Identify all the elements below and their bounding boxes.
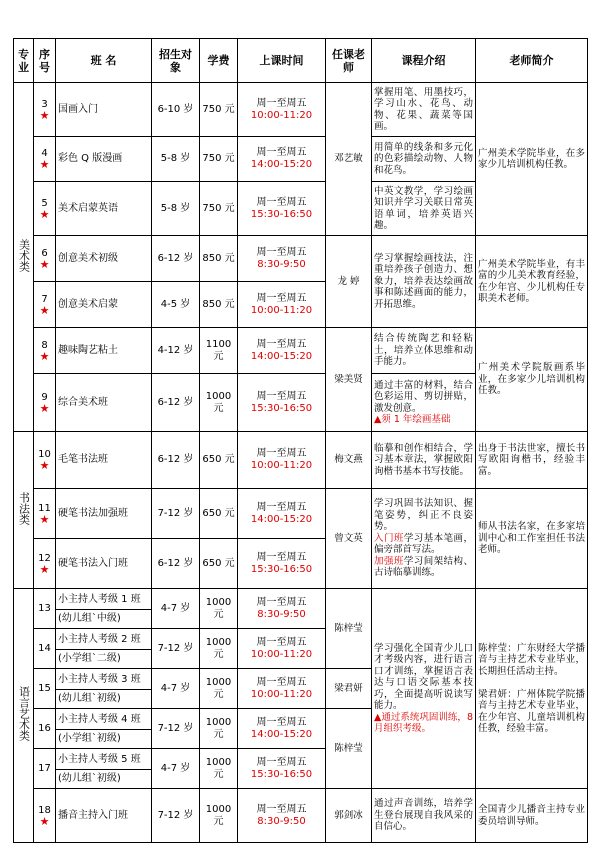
target-age: 6-12 岁 xyxy=(152,374,200,432)
class-time xyxy=(238,282,326,328)
class-name xyxy=(56,589,152,629)
header-row xyxy=(14,39,588,83)
class-time xyxy=(238,709,326,749)
fee: 1000 元 xyxy=(200,749,238,789)
teacher-name: 曾文英 xyxy=(326,489,372,589)
seq-cell xyxy=(34,489,56,539)
teacher-name: 陈梓莹 xyxy=(326,709,372,789)
seq-number: 4 xyxy=(41,148,48,159)
class-hours: 10:00-11:20 xyxy=(250,688,313,700)
major-label: 语言艺术类 xyxy=(17,686,31,741)
class-name-main: 小主持人考级 2 班 xyxy=(56,632,151,650)
fee: 850 元 xyxy=(200,282,238,328)
target-age: 7-12 岁 xyxy=(152,629,200,669)
course-label-basic: 入门班 xyxy=(374,532,404,544)
star-icon: ★ xyxy=(39,158,50,171)
class-time xyxy=(238,629,326,669)
teacher-name: 郭剑冰 xyxy=(326,789,372,843)
class-days: 周一至周五 xyxy=(256,246,307,258)
star-icon: ★ xyxy=(39,303,50,317)
star-icon: ★ xyxy=(39,562,50,576)
class-hours: 8:30-9:50 xyxy=(257,815,306,827)
seq-number: 9 xyxy=(41,391,48,403)
target-age: 4-7 岁 xyxy=(152,669,200,709)
header-seq: 序号 xyxy=(34,39,56,83)
class-days: 周一至周五 xyxy=(256,147,307,158)
course-note: ▲通过系统巩固训练，8 月组织考级。 xyxy=(374,711,473,734)
seq-cell xyxy=(34,328,56,374)
seq-number: 17 xyxy=(38,763,51,774)
seq-number: 3 xyxy=(41,98,48,110)
class-time xyxy=(238,539,326,589)
table-row xyxy=(14,789,588,843)
teacher-name: 邓艺敏 xyxy=(326,83,372,236)
fee: 1000 元 xyxy=(200,789,238,843)
star-icon: ★ xyxy=(39,349,50,363)
star-icon: ★ xyxy=(39,257,50,271)
seq-cell xyxy=(34,236,56,282)
class-hours: 15:30-16:50 xyxy=(250,768,313,780)
seq-number: 6 xyxy=(41,247,48,259)
table-row xyxy=(14,589,588,629)
class-days: 周一至周五 xyxy=(256,196,307,208)
course-intro-advanced: 学习间架结构、古诗临摹训练。 xyxy=(374,555,473,579)
class-name: 趣味陶艺粘土 xyxy=(56,328,152,374)
fee: 850 元 xyxy=(200,236,238,282)
class-name-sub: (小学组`二级) xyxy=(58,653,121,664)
teacher-bio: 出身于书法世家，擅长书写欧阳询楷书，经验丰富。 xyxy=(476,432,588,489)
seq-cell xyxy=(34,137,56,182)
fee: 1100 元 xyxy=(200,328,238,374)
table-row xyxy=(14,432,588,489)
class-name-main: 小主持人考级 5 班 xyxy=(56,752,151,770)
course-intro xyxy=(372,489,476,589)
fee: 750 元 xyxy=(200,137,238,182)
class-days: 周一至周五 xyxy=(256,501,307,513)
target-age: 5-8 岁 xyxy=(152,182,200,236)
class-hours: 15:30-16:50 xyxy=(250,208,313,220)
class-name: 美术启蒙英语 xyxy=(56,182,152,236)
course-intro-text: 学习巩固书法知识、握笔姿势，纠正不良姿势。 xyxy=(374,498,473,533)
target-age: 7-12 岁 xyxy=(152,789,200,843)
star-icon: ★ xyxy=(39,814,50,828)
class-days: 周一至周五 xyxy=(256,596,307,608)
table-row xyxy=(14,236,588,282)
course-intro: 学习掌握绘画技法，注重培养孩子创造力、想象力，培养表达绘画故事和陈述画面的能力，开拓思维。 xyxy=(372,236,476,328)
teacher-bio xyxy=(476,589,588,789)
star-icon: ★ xyxy=(39,401,50,415)
class-time xyxy=(238,589,326,629)
seq-cell xyxy=(34,374,56,432)
target-age: 6-10 岁 xyxy=(152,83,200,137)
course-intro xyxy=(372,374,476,432)
table-row xyxy=(14,328,588,374)
star-icon: ★ xyxy=(39,108,50,122)
target-age: 4-7 岁 xyxy=(152,589,200,629)
teacher-name: 梁美贤 xyxy=(326,328,372,432)
seq-cell xyxy=(34,589,56,629)
class-name xyxy=(56,709,152,749)
course-label-advanced: 加强班 xyxy=(374,555,404,567)
class-time xyxy=(238,374,326,432)
class-hours: 10:00-11:20 xyxy=(250,460,313,471)
class-name: 创意美术启蒙 xyxy=(56,282,152,328)
fee: 750 元 xyxy=(200,83,238,137)
seq-cell xyxy=(34,749,56,789)
class-name-sub: (幼儿组`初级) xyxy=(58,693,121,704)
class-name-sub: (小学组`初级) xyxy=(58,733,121,744)
class-name xyxy=(56,669,152,709)
fee: 650 元 xyxy=(200,539,238,589)
class-name-main: 小主持人考级 4 班 xyxy=(56,712,151,730)
teacher-name: 陈梓莹 xyxy=(326,589,372,669)
major-label: 美术类 xyxy=(17,238,31,272)
target-age: 7-12 岁 xyxy=(152,709,200,749)
course-intro: 掌握用笔、用墨技巧，学习山水、花鸟、动物、花果、蔬菜等国画。 xyxy=(372,83,476,137)
class-hours: 8:30-9:50 xyxy=(257,258,306,270)
class-days: 周一至周五 xyxy=(256,756,307,768)
seq-cell xyxy=(34,83,56,137)
teacher-name: 梁君妍 xyxy=(326,669,372,709)
class-hours: 15:30-16:50 xyxy=(250,402,313,414)
class-time xyxy=(238,137,326,182)
header-major: 专业 xyxy=(14,39,34,83)
seq-number: 16 xyxy=(38,723,51,734)
class-hours: 14:00-15:20 xyxy=(250,350,313,362)
star-icon: ★ xyxy=(39,459,50,472)
class-hours: 10:00-11:20 xyxy=(250,304,313,316)
teacher-name: 梅文燕 xyxy=(326,432,372,489)
teacher-bio: 全国青少儿播音主持专业委员培训导师。 xyxy=(476,789,588,843)
header-intro: 课程介绍 xyxy=(372,39,476,83)
class-hours: 8:30-9:50 xyxy=(257,608,306,620)
major-calligraphy xyxy=(14,432,34,589)
fee: 1000 元 xyxy=(200,374,238,432)
class-time xyxy=(238,432,326,489)
seq-number: 15 xyxy=(38,683,51,694)
class-time xyxy=(238,749,326,789)
seq-cell xyxy=(34,789,56,843)
fee: 1000 元 xyxy=(200,669,238,709)
class-time xyxy=(238,328,326,374)
seq-number: 13 xyxy=(38,603,51,614)
target-age: 4-12 岁 xyxy=(152,328,200,374)
target-age: 6-12 岁 xyxy=(152,236,200,282)
course-intro-basic: 学习基本笔画，偏旁部首写法。 xyxy=(374,532,473,556)
course-intro-text: 通过丰富的材料，结合色彩运用、剪切拼贴，激发创意。 xyxy=(374,379,473,414)
class-name-sub: (幼儿组`初级) xyxy=(58,773,121,784)
class-days: 周一至周五 xyxy=(256,448,307,459)
target-age: 6-12 岁 xyxy=(152,432,200,489)
seq-cell xyxy=(34,282,56,328)
major-language xyxy=(14,589,34,843)
seq-number: 12 xyxy=(38,552,51,564)
fee: 650 元 xyxy=(200,432,238,489)
class-hours: 15:30-16:50 xyxy=(250,563,313,575)
table-row xyxy=(14,83,588,137)
header-time: 上课时间 xyxy=(238,39,326,83)
class-hours: 10:00-11:20 xyxy=(250,109,313,121)
class-time xyxy=(238,789,326,843)
header-target: 招生对象 xyxy=(152,39,200,83)
course-intro xyxy=(372,589,476,789)
class-time xyxy=(238,182,326,236)
class-days: 周一至周五 xyxy=(256,338,307,350)
target-age: 4-7 岁 xyxy=(152,749,200,789)
teacher-bio: 师从书法名家，在多家培训中心和工作室担任书法老师。 xyxy=(476,489,588,589)
header-class: 班 名 xyxy=(56,39,152,83)
teacher-bio-liang: 梁君妍：广州体院学院播音与主持艺术专业毕业，在少年宫、儿童培训机构任教，经验丰富。 xyxy=(478,688,585,734)
course-intro: 中英文教学，学习绘画知识并学习关联日常英语单词，培养英语兴趣。 xyxy=(372,182,476,236)
class-time xyxy=(238,669,326,709)
target-age: 5-8 岁 xyxy=(152,137,200,182)
class-days: 周一至周五 xyxy=(256,803,307,815)
seq-number: 5 xyxy=(41,197,48,209)
target-age: 6-12 岁 xyxy=(152,539,200,589)
seq-number: 7 xyxy=(41,293,48,305)
major-art xyxy=(14,83,34,432)
class-hours: 14:00-15:20 xyxy=(250,728,313,740)
major-label: 书法类 xyxy=(17,491,31,525)
class-name: 综合美术班 xyxy=(56,374,152,432)
class-name xyxy=(56,629,152,669)
class-name: 创意美术初级 xyxy=(56,236,152,282)
class-hours: 14:00-15:20 xyxy=(250,513,313,525)
class-hours: 10:00-11:20 xyxy=(250,648,313,660)
class-days: 周一至周五 xyxy=(256,636,307,648)
class-name: 硬笔书法入门班 xyxy=(56,539,152,589)
target-age: 7-12 岁 xyxy=(152,489,200,539)
class-name-main: 小主持人考级 1 班 xyxy=(56,592,151,610)
header-fee: 学费 xyxy=(200,39,238,83)
course-intro-text: 学习强化全国青少儿口才考级内容，进行语言口才训练，掌握语言表达与口语交际基本技巧，全面提高听说读写能力。 xyxy=(374,642,473,711)
class-name xyxy=(56,749,152,789)
class-name-main: 小主持人考级 3 班 xyxy=(56,672,151,690)
target-age: 4-5 岁 xyxy=(152,282,200,328)
class-name: 国画入门 xyxy=(56,83,152,137)
teacher-bio: 广州美术学院毕业，有丰富的少儿美术教育经验，在少年宫、少儿机构任专职美术老师。 xyxy=(476,236,588,328)
class-name: 硬笔书法加强班 xyxy=(56,489,152,539)
fee: 650 元 xyxy=(200,489,238,539)
seq-cell xyxy=(34,669,56,709)
class-name: 彩色 Q 版漫画 xyxy=(56,137,152,182)
seq-cell xyxy=(34,709,56,749)
course-note: ▲须 1 年绘画基础 xyxy=(374,414,451,425)
class-days: 周一至周五 xyxy=(256,97,307,109)
class-hours: 14:00-15:20 xyxy=(250,159,313,170)
class-days: 周一至周五 xyxy=(256,676,307,688)
class-days: 周一至周五 xyxy=(256,551,307,563)
seq-number: 10 xyxy=(38,449,51,460)
seq-number: 14 xyxy=(38,643,51,654)
fee: 1000 元 xyxy=(200,709,238,749)
class-time xyxy=(238,236,326,282)
teacher-bio: 广州美术学院版画系毕业，在多家少儿培训机构任教。 xyxy=(476,328,588,432)
course-intro: 结合传统陶艺和轻粘土，培养立体思维和动手能力。 xyxy=(372,328,476,374)
seq-cell xyxy=(34,629,56,669)
table-row xyxy=(14,489,588,539)
header-teacher: 任课老师 xyxy=(326,39,372,83)
seq-cell xyxy=(34,182,56,236)
class-time xyxy=(238,489,326,539)
seq-number: 8 xyxy=(41,339,48,351)
header-bio: 老师简介 xyxy=(476,39,588,83)
course-intro: 临摹和创作相结合，学习基本章法，掌握欧阳询楷书基本书写技能。 xyxy=(372,432,476,489)
teacher-bio-chen: 陈梓莹：广东财经大学播音与主持艺术专业毕业，长期担任活动主持。 xyxy=(478,642,585,677)
course-intro: 通过声音训练，培养学生登台展现自我风采的自信心。 xyxy=(372,789,476,843)
course-intro: 用简单的线条和多元化的色彩描绘动物、人物和花鸟。 xyxy=(372,137,476,182)
course-schedule-table xyxy=(13,38,588,843)
fee: 750 元 xyxy=(200,182,238,236)
teacher-bio: 广州美术学院毕业，在多家少儿培训机构任教。 xyxy=(476,83,588,236)
seq-number: 11 xyxy=(38,502,51,514)
class-name: 播音主持入门班 xyxy=(56,789,152,843)
seq-cell xyxy=(34,432,56,489)
seq-number: 18 xyxy=(38,804,51,816)
seq-cell xyxy=(34,539,56,589)
class-time xyxy=(238,83,326,137)
class-days: 周一至周五 xyxy=(256,292,307,304)
class-days: 周一至周五 xyxy=(256,390,307,402)
star-icon: ★ xyxy=(39,512,50,526)
fee: 1000 元 xyxy=(200,629,238,669)
fee: 1000 元 xyxy=(200,589,238,629)
teacher-name: 龙 婷 xyxy=(326,236,372,328)
class-name: 毛笔书法班 xyxy=(56,432,152,489)
class-days: 周一至周五 xyxy=(256,716,307,728)
star-icon: ★ xyxy=(39,207,50,221)
class-name-sub: (幼儿组`中级) xyxy=(58,613,121,624)
